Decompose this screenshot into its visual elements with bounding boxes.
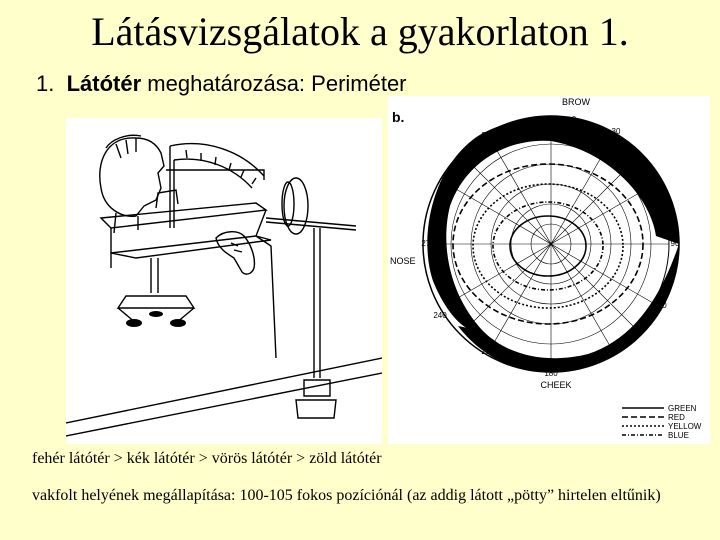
slide-subtitle — [36, 70, 407, 98]
deg-30: 30 — [611, 127, 621, 136]
visual-field-svg — [388, 96, 710, 444]
subtitle-bold: Látótér — [66, 71, 142, 96]
figure-label: b. — [392, 109, 405, 125]
slide-title: Látásvizsgálatok a gyakorlaton 1. — [91, 9, 629, 54]
deg-150: 150 — [609, 345, 623, 354]
brow-label: BROW — [562, 97, 590, 107]
deg-90: 90 — [670, 239, 680, 248]
deg-330: 330 — [481, 131, 495, 140]
legend-blue: BLUE — [668, 431, 689, 440]
visual-field-chart — [388, 96, 710, 444]
legend-red: RED — [668, 413, 685, 422]
paragraph-order: fehér látótér > kék látótér > vörös látótér > zöld látótér — [32, 450, 382, 467]
subtitle-number: 1. — [36, 71, 55, 96]
nose-label: NOSE — [390, 256, 416, 266]
legend-green: GREEN — [668, 404, 697, 413]
deg-270: 270 — [421, 239, 435, 248]
cheek-label: CHEEK — [540, 380, 572, 390]
deg-60: 60 — [651, 177, 661, 186]
deg-210: 210 — [481, 347, 495, 356]
legend-yellow: YELLOW — [668, 422, 702, 431]
subtitle-rest: meghatározása: Periméter — [147, 71, 407, 96]
perimeter-illustration — [66, 118, 382, 444]
paragraph-blindspot: vakfolt helyének megállapítása: 100-105 fokos pozíciónál (az addig látott „pötty” hirtelen eltűnik) — [32, 487, 661, 504]
deg-300: 300 — [439, 177, 453, 186]
deg-180: 180 — [544, 369, 558, 378]
deg-120: 120 — [653, 301, 667, 310]
deg-240: 240 — [433, 311, 447, 320]
perimeter-drawing — [66, 118, 382, 444]
deg-0: 0 — [571, 115, 577, 124]
